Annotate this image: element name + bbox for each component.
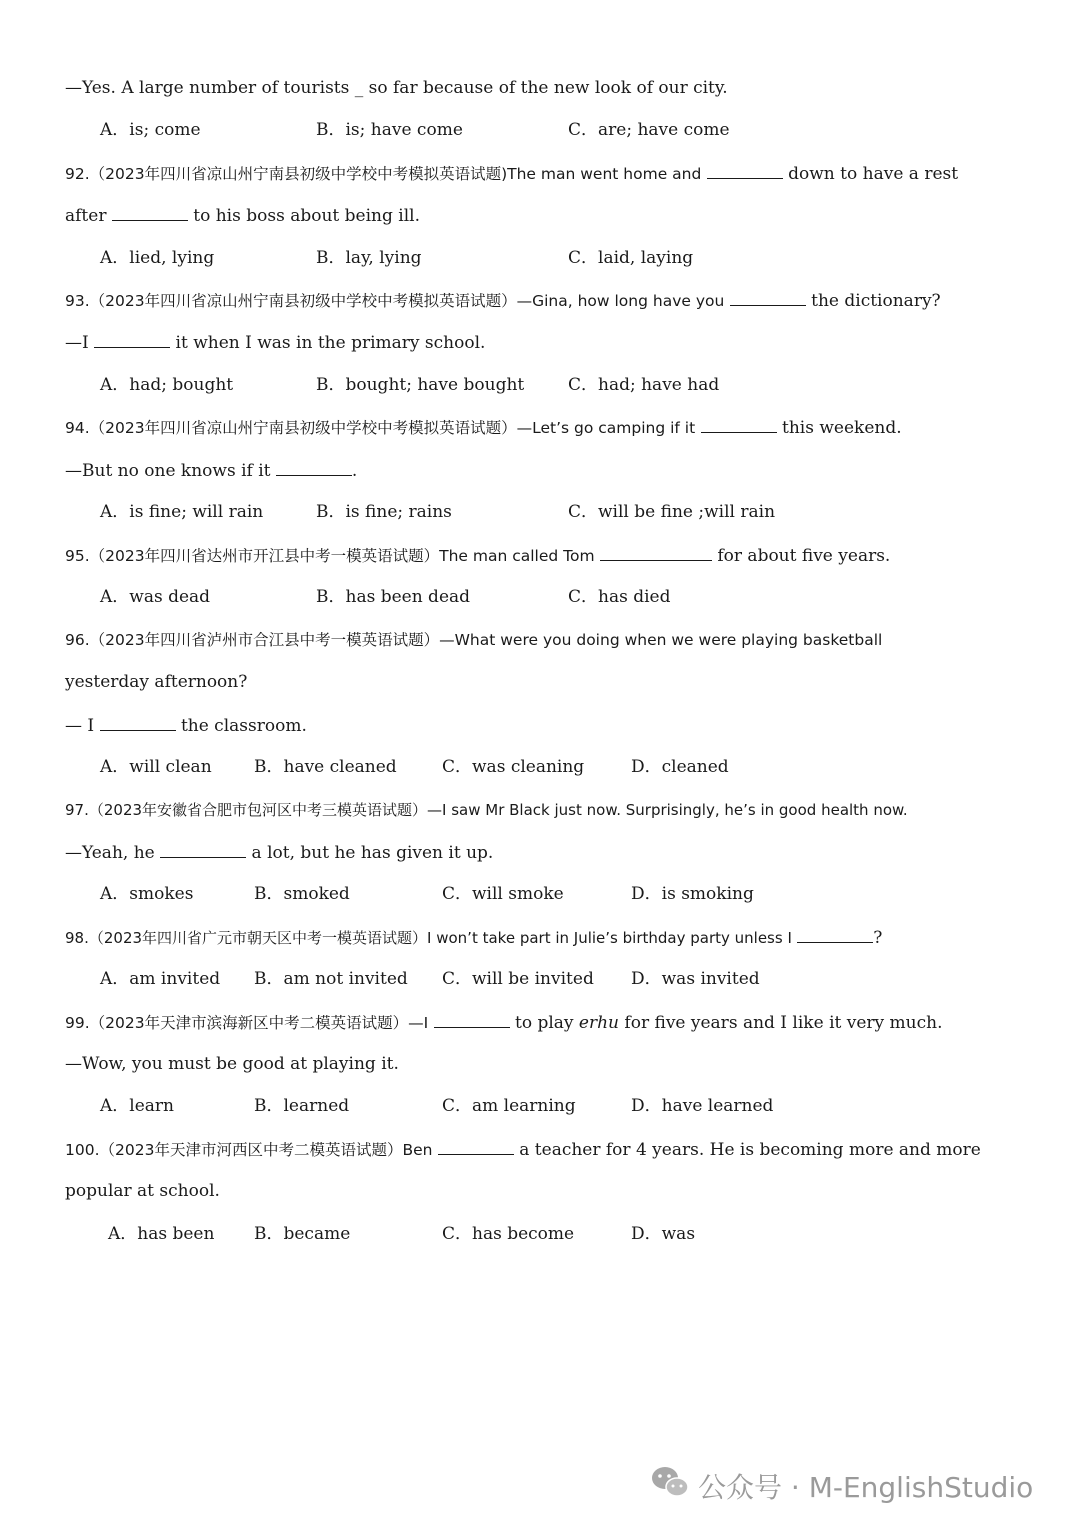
q94-blank-2 — [276, 459, 352, 476]
q99-italic-word: erhu — [578, 1013, 620, 1033]
q97-option-b: B．smoked — [254, 884, 350, 904]
q99-option-d: D．have learned — [631, 1096, 774, 1116]
q92-option-a: A．lied, lying — [100, 248, 215, 268]
q91-text: —Yes. A large number of tourists _ so far because of the new look of our city. — [65, 78, 728, 98]
q98-line1 — [65, 926, 882, 949]
q100-option-c: C．has become — [442, 1224, 575, 1244]
q95-stem-end: for about five years. — [717, 546, 891, 566]
q93-stem-end: the dictionary? — [811, 291, 941, 311]
q95-option-a: A．was dead — [100, 587, 211, 607]
q96-option-c: C．was cleaning — [442, 757, 585, 777]
q100-option-b: B．became — [254, 1224, 351, 1244]
q93-option-c: C．had; have had — [568, 375, 720, 395]
q99-stem: 99.（2023年天津市滨海新区中考二模英语试题）—I — [65, 1014, 429, 1032]
q95-blank — [600, 544, 712, 561]
q97-option-c: C．will smoke — [442, 884, 564, 904]
q94-line2-end: . — [351, 461, 358, 481]
q93-option-a: A．had; bought — [100, 375, 234, 395]
q96-line3 — [65, 714, 307, 737]
q99-option-b: B．learned — [254, 1096, 350, 1116]
q92-option-b: B．lay, lying — [316, 248, 422, 268]
q92-line2 — [65, 204, 420, 227]
q93-line2 — [65, 331, 485, 354]
q92-option-c: C．laid, laying — [568, 248, 694, 268]
q99-stem-end: for five years and I like it very much. — [624, 1013, 943, 1033]
q95-line1 — [65, 544, 890, 567]
q92-line2-end: to his boss about being ill. — [193, 206, 420, 226]
q96-line3-end: the classroom. — [180, 716, 307, 736]
q93-line2-end: it when I was in the primary school. — [175, 333, 486, 353]
q97-line1: 97.（2023年安徽省合肥市包河区中考三模英语试题）—I saw Mr Black just now. Surprisingly, he’s in good health now. — [65, 801, 908, 819]
q94-line2 — [65, 459, 357, 482]
q93-blank-1 — [730, 289, 806, 306]
q96-option-b: B．have cleaned — [254, 757, 397, 777]
q96-line1: 96.（2023年四川省泸州市合江县中考一模英语试题）—What were you doing when we were playing basketball — [65, 631, 883, 649]
q98-blank — [797, 926, 873, 943]
q100-stem-end: a teacher for 4 years. He is becoming more and more — [519, 1140, 981, 1160]
q96-blank — [100, 714, 176, 731]
q100-option-a: A．has been — [108, 1224, 215, 1244]
watermark — [650, 1462, 1050, 1502]
q93-line2-start: —I — [65, 333, 89, 353]
q96-option-d: D．cleaned — [631, 757, 729, 777]
q96-option-a: A．will clean — [100, 757, 212, 777]
q99-line2: —Wow, you must be good at playing it. — [65, 1054, 399, 1074]
q97-line2-end: a lot, but he has given it up. — [251, 843, 494, 863]
q97-line2 — [65, 841, 493, 864]
q91-option-c: C．are; have come — [568, 120, 730, 140]
q100-blank — [438, 1138, 514, 1155]
q99-line1 — [65, 1011, 942, 1034]
q94-line1 — [65, 416, 902, 439]
q98-option-a: A．am invited — [100, 969, 221, 989]
q97-option-d: D．is smoking — [631, 884, 754, 904]
q92-blank-2 — [112, 204, 188, 221]
q100-line2: popular at school. — [65, 1181, 220, 1201]
q98-option-b: B．am not invited — [254, 969, 408, 989]
q92-stem: 92.（2023年四川省凉山州宁南县初级中学校中考模拟英语试题)The man went home and — [65, 165, 702, 183]
q91-option-a: A．is; come — [100, 120, 201, 140]
q92-stem-end: down to have a rest — [788, 164, 959, 184]
q99-stem-mid: to play — [514, 1013, 574, 1033]
q97-option-a: A．smokes — [100, 884, 194, 904]
q97-blank — [160, 841, 246, 858]
q91-option-b: B．is; have come — [316, 120, 463, 140]
q93-line1 — [65, 289, 941, 312]
q93-stem: 93.（2023年四川省凉山州宁南县初级中学校中考模拟英语试题）—Gina, how long have you — [65, 292, 725, 310]
q99-option-c: C．am learning — [442, 1096, 576, 1116]
q98-option-d: D．was invited — [631, 969, 760, 989]
q94-option-a: A．is fine; will rain — [100, 502, 264, 522]
q98-stem: 98.（2023年四川省广元市朝天区中考一模英语试题）I won’t take part in Julie’s birthday party unless I — [65, 929, 792, 947]
q91-line — [65, 77, 728, 99]
q100-line1 — [65, 1138, 981, 1161]
q95-option-b: B．has been dead — [316, 587, 471, 607]
wechat-icon — [650, 1464, 690, 1500]
q93-blank-2 — [94, 331, 170, 348]
q99-blank — [434, 1011, 510, 1028]
q93-option-b: B．bought; have bought — [316, 375, 525, 395]
q100-stem: 100.（2023年天津市河西区中考二模英语试题）Ben — [65, 1141, 433, 1159]
q99-option-a: A．learn — [100, 1096, 174, 1116]
q92-line2-start: after — [65, 206, 107, 226]
q97-line2-start: —Yeah, he — [65, 843, 155, 863]
q94-stem-end: this weekend. — [782, 418, 902, 438]
q94-line2-start: —But no one knows if it — [65, 461, 271, 481]
q92-blank-1 — [707, 162, 783, 179]
q94-option-c: C．will be fine ;will rain — [568, 502, 776, 522]
q94-stem: 94.（2023年四川省凉山州宁南县初级中学校中考模拟英语试题）—Let’s go camping if it — [65, 419, 696, 437]
q95-stem: 95.（2023年四川省达州市开江县中考一模英语试题）The man called Tom — [65, 547, 595, 565]
q92-line1 — [65, 162, 958, 185]
q100-option-d: D．was — [631, 1224, 696, 1244]
q95-option-c: C．has died — [568, 587, 671, 607]
q98-stem-end: ? — [873, 928, 883, 948]
q96-line2: yesterday afternoon? — [65, 672, 248, 692]
q98-option-c: C．will be invited — [442, 969, 594, 989]
q94-option-b: B．is fine; rains — [316, 502, 452, 522]
watermark-text: 公众号 · M-EnglishStudio — [698, 1471, 1034, 1504]
q94-blank-1 — [701, 416, 777, 433]
q96-line3-start: — I — [65, 716, 95, 736]
